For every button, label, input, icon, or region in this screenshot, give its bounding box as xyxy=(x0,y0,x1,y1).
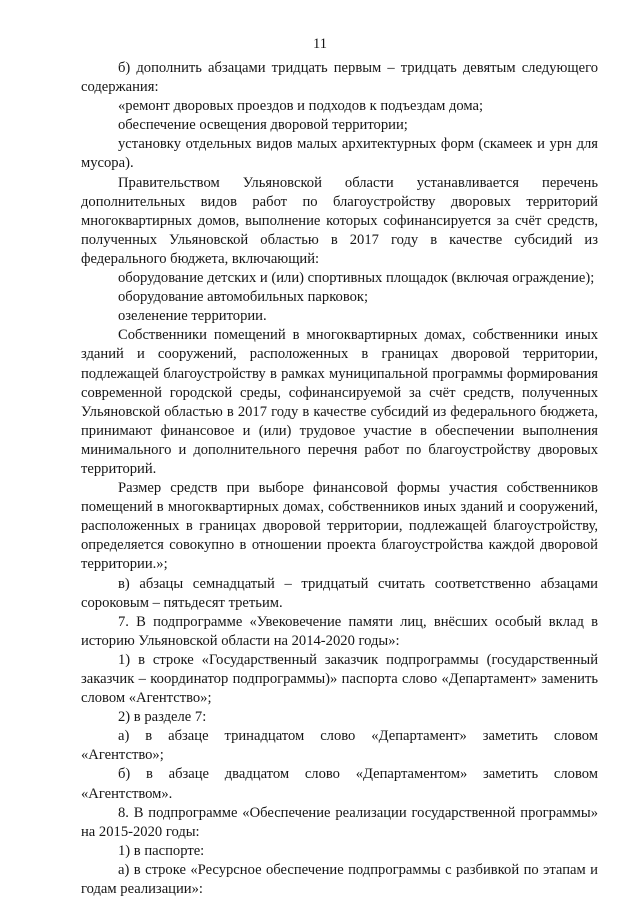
paragraph: 8. В подпрограмме «Обеспечение реализации государственной программы» на 2015-2020 годы: xyxy=(81,804,598,840)
paragraph: озеленение территории. xyxy=(118,308,267,325)
paragraph: 7. В подпрограмме «Увековечение памяти лиц, внёсших особый вклад в историю Ульяновской области на 2014-2020 годы»: xyxy=(81,613,598,649)
paragraph: 1) в паспорте: xyxy=(118,842,205,859)
paragraph: б) дополнить абзацами тридцать первым – тридцать девятым следующего содержания: xyxy=(81,60,598,96)
paragraph: установку отдельных видов малых архитектурных форм (скамеек и урн для мусора). xyxy=(81,136,598,172)
paragraph: Правительством Ульяновской области устанавливается перечень дополнительных видов работ по благоустройству дворовых территорий многоквартирных домов, выполнение которых софинансируется за счёт средств, полученных Ульяновской областью в 2017 году в качестве субсидий из федерального бюджета, включающий: xyxy=(81,174,598,267)
paragraph: Размер средств при выборе финансовой формы участия собственников помещений в многоквартирных домах, собственников иных зданий и сооружений, расположенных в границах дворовой территории, подлежащей благоустройству, определяется совокупно в отношении проекта благоустройства каждой дворовой территории.»; xyxy=(81,480,598,573)
paragraph: Собственники помещений в многоквартирных домах, собственники иных зданий и сооружений, расположенных в границах дворовой территории, подлежащей благоустройству в рамках муниципальной программы формирования современной городской среды, софинансируемой за счёт средств, полученных Ульяновской областью в 2017 году в качестве субсидий из федерального бюджета, принимают финансовое и (или) трудовое участие в обеспечении выполнения минимального и дополнительного перечня работ по благоустройству дворовых территорий. xyxy=(81,327,598,477)
document-body xyxy=(81,59,598,899)
paragraph: а) в строке «Ресурсное обеспечение подпрограммы с разбивкой по этапам и годам реализации»: xyxy=(81,861,598,898)
paragraph: 2) в разделе 7: xyxy=(118,709,207,726)
page-number: 11 xyxy=(313,36,327,52)
paragraph: оборудование автомобильных парковок; xyxy=(118,289,369,306)
paragraph: оборудование детских и (или) спортивных площадок (включая ограждение); xyxy=(118,270,595,287)
paragraph: а) в абзаце тринадцатом слово «Департамент» заметить словом «Агентство»; xyxy=(81,728,598,764)
paragraph: б) в абзаце двадцатом слово «Департаментом» заметить словом «Агентством». xyxy=(81,766,598,802)
paragraph: 1) в строке «Государственный заказчик подпрограммы (государственный заказчик – координатор подпрограммы)» паспорта слово «Департамент» заменить словом «Агентство»; xyxy=(81,651,598,707)
paragraph: обеспечение освещения дворовой территории; xyxy=(118,117,408,134)
paragraph: в) абзацы семнадцатый – тридцатый считать соответственно абзацами сороковым – пятьдесят третьим. xyxy=(81,575,598,611)
paragraph: «ремонт дворовых проездов и подходов к подъездам дома; xyxy=(118,98,484,115)
